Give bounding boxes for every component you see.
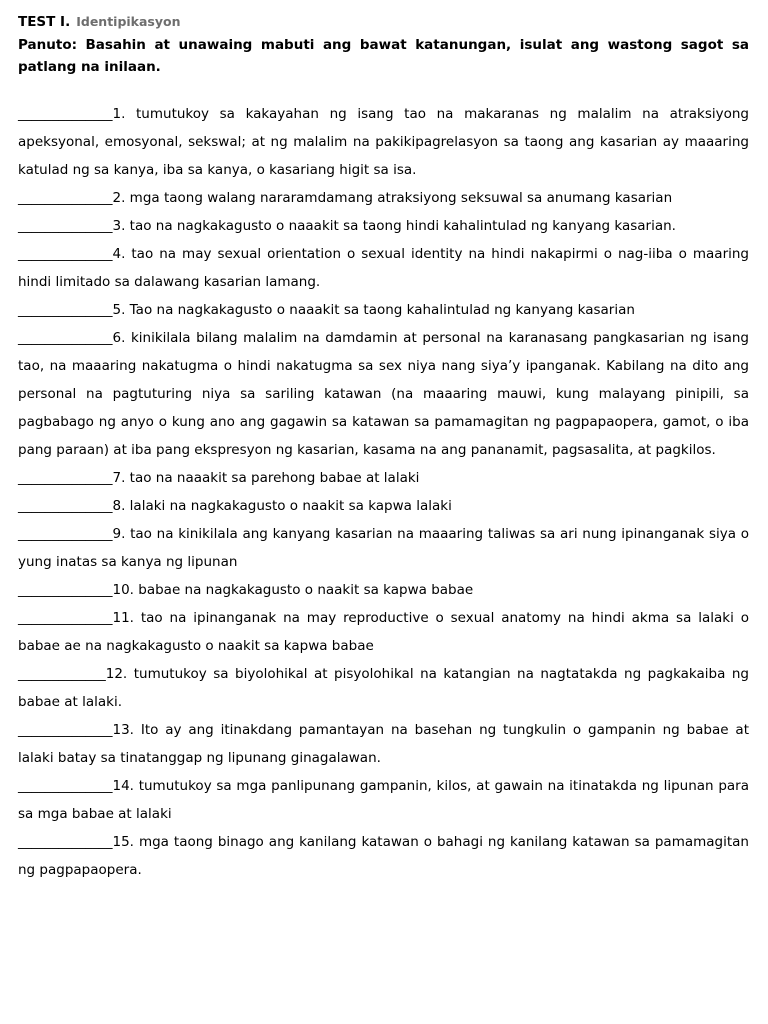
question-text: 13. Ito ay ang itinakdang pamantayan na basehan ng tungkulin o gampanin ng babae at lalaki batay sa tinatanggap ng lipunang ginagalawan.	[18, 722, 749, 766]
instructions: Panuto: Basahin at unawaing mabuti ang bawat katanungan, isulat ang wastong sagot sa patlang na inilaan.	[18, 37, 749, 75]
test-header	[18, 12, 749, 32]
answer-blank[interactable]: ______________	[18, 834, 113, 850]
question-item	[18, 296, 749, 324]
question-list	[18, 100, 749, 884]
question-item	[18, 604, 749, 660]
answer-blank[interactable]: ______________	[18, 498, 113, 514]
question-item	[18, 716, 749, 772]
question-item	[18, 828, 749, 884]
question-text: 6. kinikilala bilang malalim na damdamin at personal na karanasang pangkasarian ng isang tao, na maaaring nakatugma o hindi nakatugma sa sex niya nang siya’y ipanganak. Kabilang na dito ang personal na pagtuturing niya sa sariling katawan (na maaaring mauwi, kung malayang pinipili, sa pagbabago ng anyo o kung ano ang gagawin sa katawan sa pamamagitan ng pagpapaopera, gamot, o iba pang paraan) at iba pang ekspresyon ng kasarian, kasama na ang pananamit, pagsasalita, at pagkilos.	[18, 330, 749, 458]
question-text: 12. tumutukoy sa biyolohikal at pisyolohikal na katangian na nagtatakda ng pagkakaiba ng babae at lalaki.	[18, 666, 749, 710]
question-item	[18, 576, 749, 604]
question-item	[18, 100, 749, 184]
answer-blank[interactable]: ______________	[18, 246, 113, 262]
test-subtitle: Identipikasyon	[76, 14, 181, 29]
question-item	[18, 464, 749, 492]
question-text: 10. babae na nagkakagusto o naakit sa kapwa babae	[112, 582, 474, 598]
question-item	[18, 240, 749, 296]
question-text: 8. lalaki na nagkakagusto o naakit sa kapwa lalaki	[112, 498, 452, 514]
question-item	[18, 660, 749, 716]
question-text: 11. tao na ipinanganak na may reproductive o sexual anatomy na hindi akma sa lalaki o babae ae na nagkakagusto o naakit sa kapwa babae	[18, 610, 749, 654]
question-item	[18, 212, 749, 240]
question-text: 9. tao na kinikilala ang kanyang kasarian na maaaring taliwas sa ari nung ipinanganak siya o yung inatas sa kanya ng lipunan	[18, 526, 749, 570]
test-label: TEST I.	[18, 14, 71, 30]
answer-blank[interactable]: ______________	[18, 190, 113, 206]
question-item	[18, 492, 749, 520]
answer-blank[interactable]: ______________	[18, 526, 113, 542]
question-text: 4. tao na may sexual orientation o sexual identity na hindi nakapirmi o nag-iiba o maaring hindi limitado sa dalawang kasarian lamang.	[18, 246, 749, 290]
question-text: 7. tao na naaakit sa parehong babae at lalaki	[112, 470, 420, 486]
answer-blank[interactable]: ______________	[18, 722, 113, 738]
question-item	[18, 324, 749, 464]
answer-blank[interactable]: _____________	[18, 666, 106, 682]
answer-blank[interactable]: ______________	[18, 302, 113, 318]
answer-blank[interactable]: ______________	[18, 470, 113, 486]
answer-blank[interactable]: ______________	[18, 610, 113, 626]
question-text: 5. Tao na nagkakagusto o naaakit sa taong kahalintulad ng kanyang kasarian	[112, 302, 635, 318]
question-text: 3. tao na nagkakagusto o naaakit sa taong hindi kahalintulad ng kanyang kasarian.	[112, 218, 676, 234]
question-text: 2. mga taong walang nararamdamang atraksiyong seksuwal sa anumang kasarian	[112, 190, 673, 206]
answer-blank[interactable]: ______________	[18, 778, 113, 794]
answer-blank[interactable]: ______________	[18, 218, 113, 234]
answer-blank[interactable]: ______________	[18, 106, 113, 122]
worksheet-page	[18, 12, 749, 884]
question-item	[18, 772, 749, 828]
question-item	[18, 184, 749, 212]
answer-blank[interactable]: ______________	[18, 330, 113, 346]
question-text: 14. tumutukoy sa mga panlipunang gampanin, kilos, at gawain na itinatakda ng lipunan para sa mga babae at lalaki	[18, 778, 749, 822]
question-item	[18, 520, 749, 576]
answer-blank[interactable]: ______________	[18, 582, 113, 598]
question-text: 1. tumutukoy sa kakayahan ng isang tao na makaranas ng malalim na atraksiyong apeksyonal, emosyonal, sekswal; at ng malalim na pakikipagrelasyon sa taong ang kasarian ay maaaring katulad ng sa kanya, iba sa kanya, o kasariang higit sa isa.	[18, 106, 749, 178]
question-text: 15. mga taong binago ang kanilang katawan o bahagi ng kanilang katawan sa pamamagitan ng pagpapaopera.	[18, 834, 749, 878]
